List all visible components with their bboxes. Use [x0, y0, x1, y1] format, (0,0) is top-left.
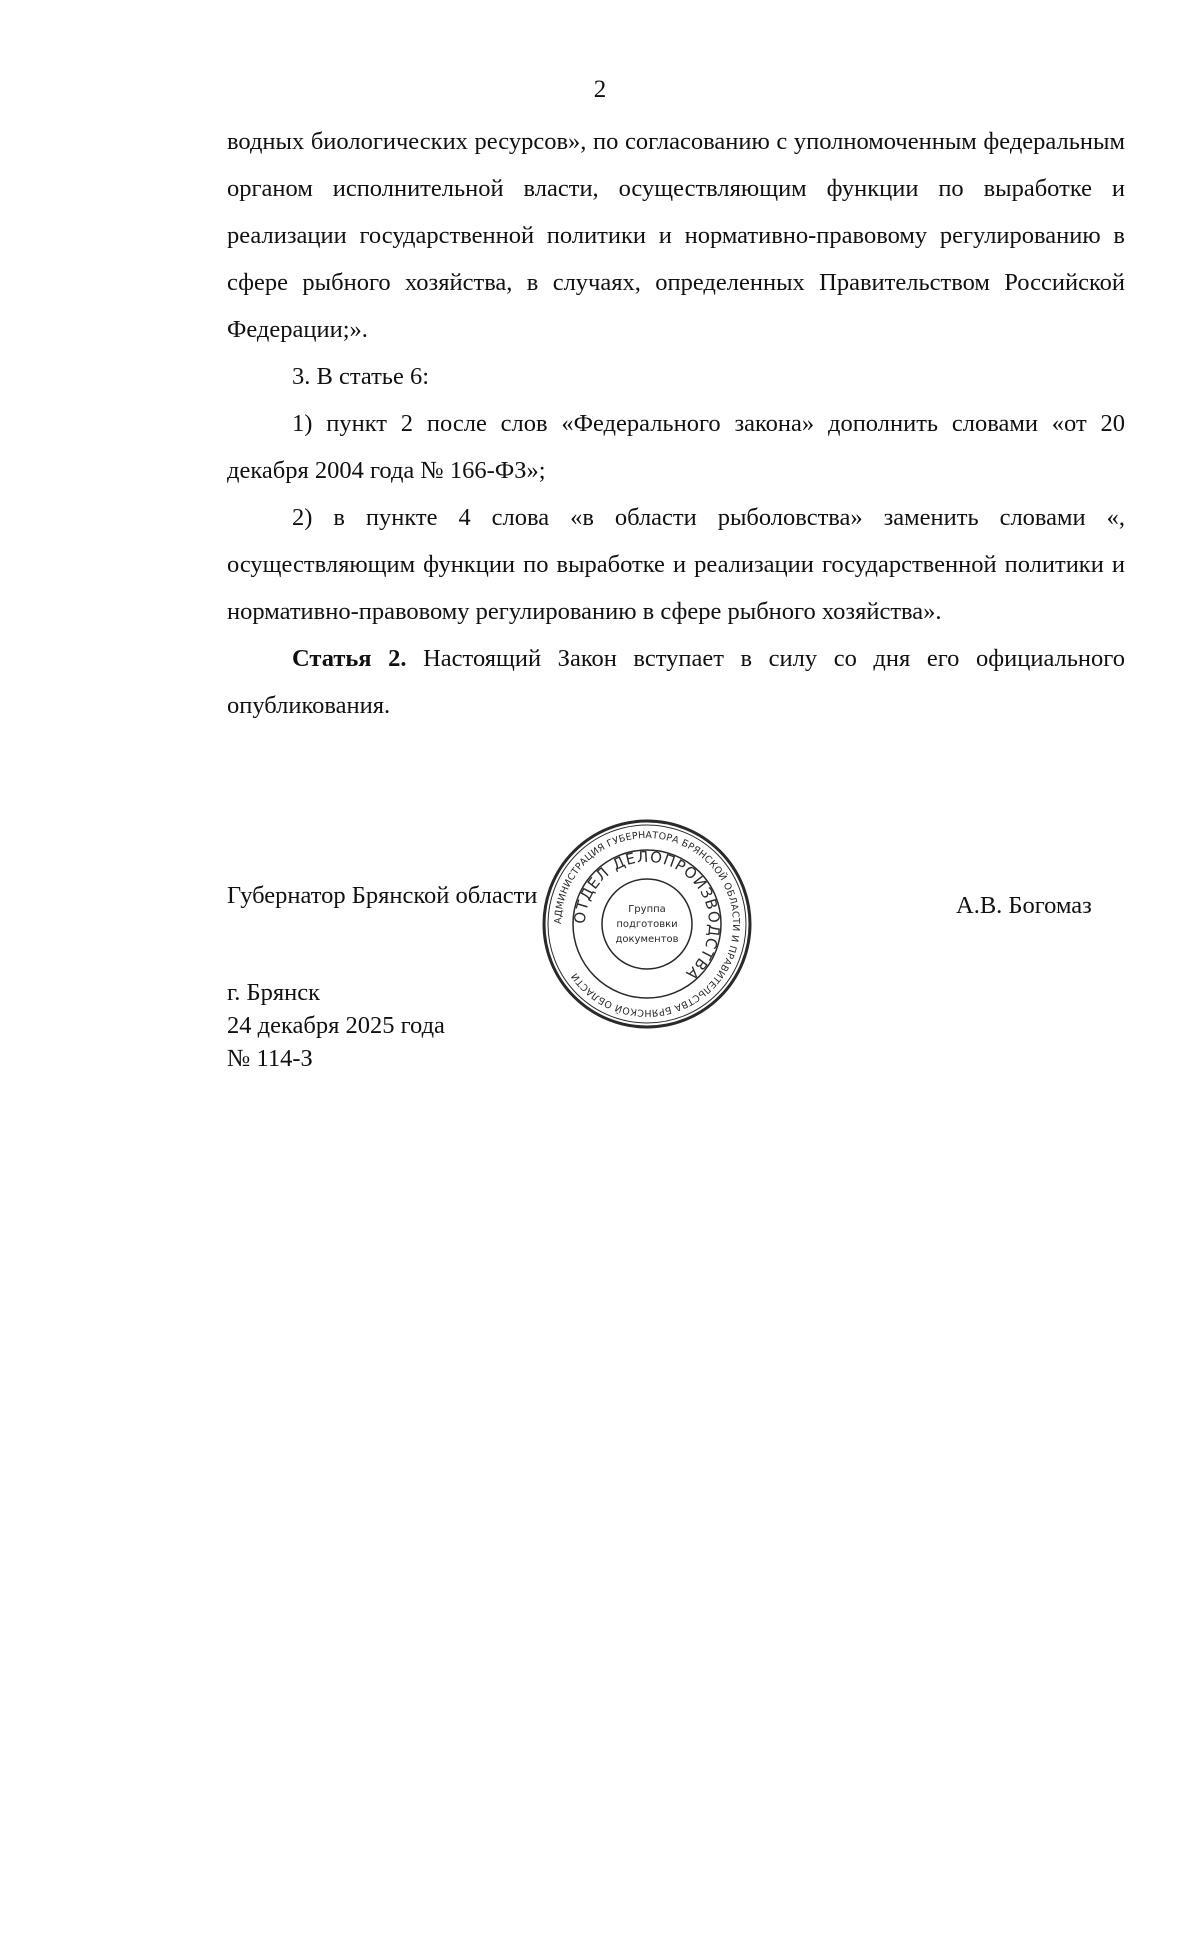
paragraph-continuation: водных биологических ресурсов», по согласованию с уполномоченным федеральным органом исполнительной власти, осуществляющим функции по выработке и реализации государственной политики и нормативно-правовому регулированию в сфере рыбного хозяйства, в случаях, определенных Правительством Российской Федерации;». [227, 128, 1125, 343]
paragraph-item-2: 2) в пункте 4 слова «в области рыболовства» заменить словами «, осуществляющим функции по выработке и реализации государственной политики и нормативно-правовому регулированию в сфере рыбного хозяйства». [227, 504, 1125, 625]
article-2-heading: Статья 2. [292, 645, 407, 672]
stamp-center-line-2: подготовки [616, 919, 678, 930]
paragraph-article6-intro: 3. В статье 6: [292, 363, 430, 390]
stamp-outer-text: АДМИНИСТРАЦИЯ ГУБЕРНАТОРА БРЯНСКОЙ ОБЛАСТИ И ПРАВИТЕЛЬСТВА БРЯНСКОЙ ОБЛАСТИ [552, 829, 742, 1019]
stamp-center-line-3: документов [615, 934, 679, 945]
place-date-number-block [227, 976, 445, 1075]
official-stamp-seal [541, 818, 753, 1030]
article-2-text: Настоящий Закон вступает в силу со дня его официального опубликования. [227, 645, 1125, 719]
svg-text:ОТДЕЛ ДЕЛОПРОИЗВОДСТВА [571, 848, 724, 984]
stamp-inner-text: ОТДЕЛ ДЕЛОПРОИЗВОДСТВА [570, 847, 724, 984]
paragraph-item-1: 1) пункт 2 после слов «Федерального закона» дополнить словами «от 20 декабря 2004 года № 166-ФЗ»; [227, 410, 1125, 484]
law-number: № 114-З [227, 1045, 313, 1072]
page-number: 2 [593, 76, 607, 103]
paragraph-article-2 [227, 635, 1125, 729]
signatory-title: Губернатор Брянской области [227, 882, 538, 909]
document-body [227, 118, 1125, 729]
stamp-center-line-1: Группа [628, 904, 666, 915]
adoption-date: 24 декабря 2025 года [227, 1012, 445, 1039]
city: г. Брянск [227, 979, 321, 1006]
signatory-name: А.В. Богомаз [956, 892, 1092, 919]
